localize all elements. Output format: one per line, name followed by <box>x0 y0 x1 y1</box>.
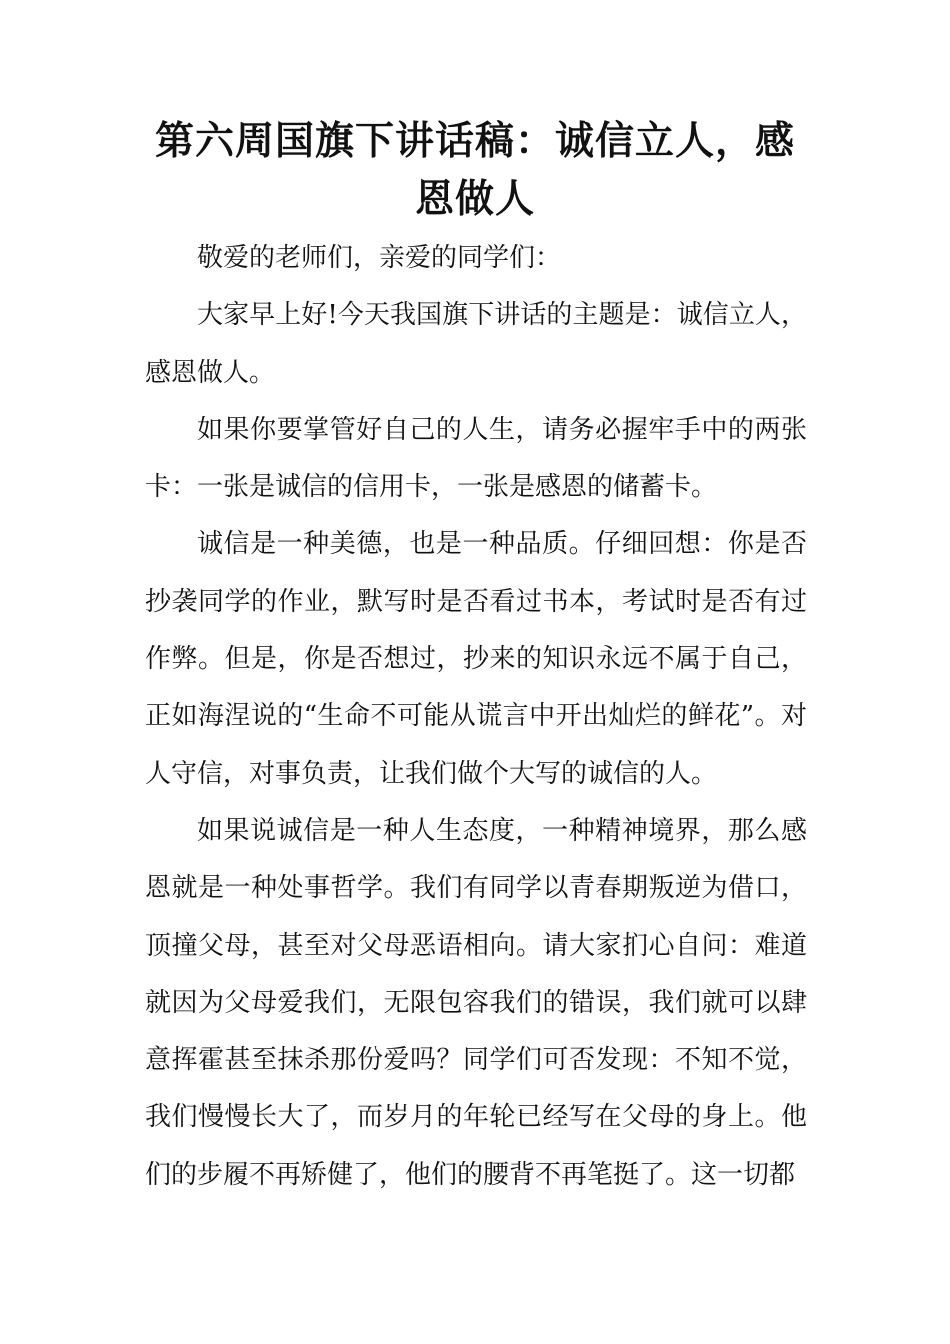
document-body <box>145 230 807 1204</box>
paragraph-two-cards: 如果你要掌管好自己的人生，请务必握牢手中的两张卡：一张是诚信的信用卡，一张是感恩的储蓄卡。 <box>145 414 807 503</box>
paragraph-gratitude: 如果说诚信是一种人生态度，一种精神境界，那么感恩就是一种处事哲学。我们有同学以青春期叛逆为借口，顶撞父母，甚至对父母恶语相向。请大家扪心自问：难道就因为父母爱我们，无限包容我们的错误，我们就可以肆意挥霍甚至抹杀那份爱吗？同学们可否发现：不知不觉，我们慢慢长大了，而岁月的年轮已经写在父母的身上。他们的步履不再矫健了，他们的腰背不再笔挺了。这一切都 <box>145 815 807 1190</box>
document-title: 第六周国旗下讲话稿：诚信立人，感恩做人 <box>154 118 795 222</box>
paragraph-greeting: 敬爱的老师们，亲爱的同学们： <box>197 243 562 273</box>
paragraph-honesty: 诚信是一种美德，也是一种品质。仔细回想：你是否抄袭同学的作业，默写时是否看过书本，考试时是否有过作弊。但是，你是否想过，抄来的知识永远不属于自己，正如海涅说的“生命不可能从谎言中开出灿烂的鲜花”。对人守信，对事负责，让我们做个大写的诚信的人。 <box>145 529 807 789</box>
paragraph-theme: 大家早上好!今天我国旗下讲话的主题是：诚信立人，感恩做人。 <box>145 300 807 388</box>
